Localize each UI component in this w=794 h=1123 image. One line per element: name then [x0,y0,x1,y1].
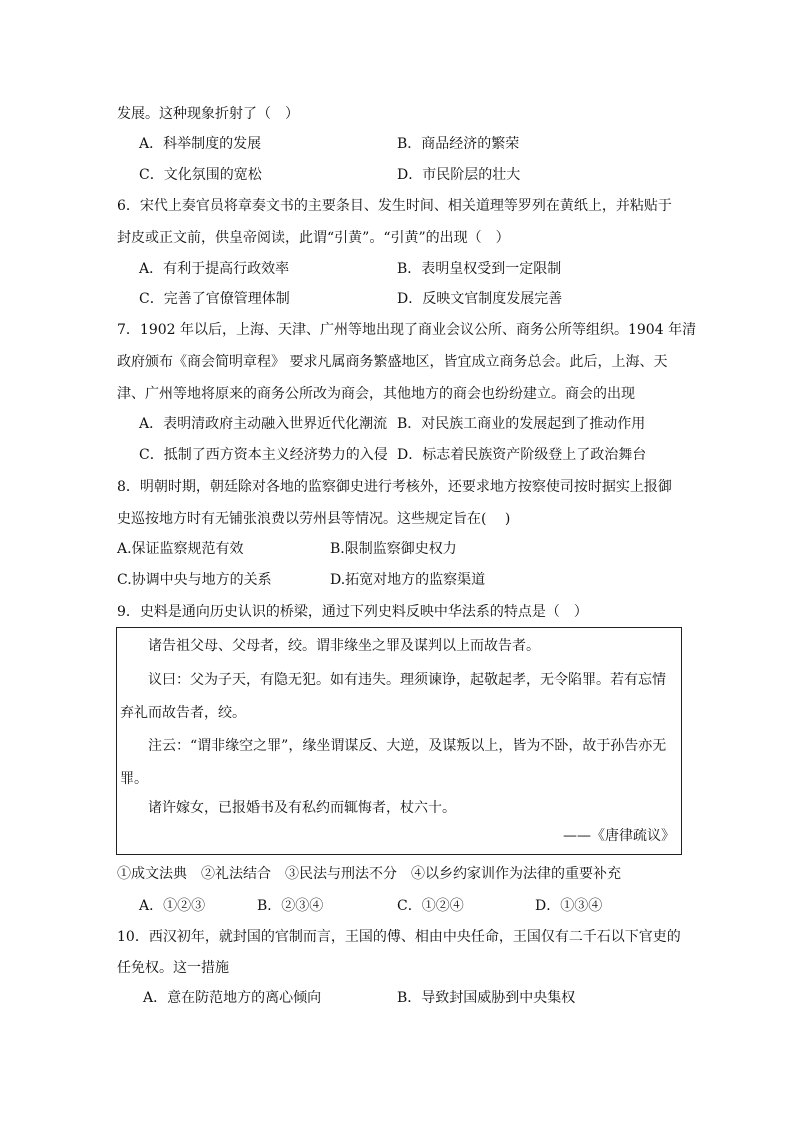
q5-option-a[interactable]: A．科举制度的发展 [139,136,262,152]
quote-line-1: 诸告祖父母、父母者，绞。谓非缘坐之罪及谋判以上而故告者。 [148,638,540,654]
q6-option-a[interactable]: A．有利于提高行政效率 [139,261,290,277]
q8-option-a[interactable]: A.保证监察规范有效 [117,541,244,557]
q9-option-b[interactable]: B．②③④ [257,898,324,914]
q10-stem-line-2: 任免权。这一措施 [117,960,229,976]
q8-option-b[interactable]: B.限制监察御史权力 [330,541,457,557]
q8-stem-line-2: 史巡按地方时有无铺张浪费以劳州县等情况。这些规定旨在( ) [117,511,511,527]
q6-option-d[interactable]: D．反映文官制度发展完善 [397,291,563,307]
q10-option-a[interactable]: A．意在防范地方的离心倾向 [143,990,322,1006]
quote-line-2b: 弃礼而故告者，绞。 [120,705,246,721]
q5-option-b[interactable]: B．商品经济的繁荣 [397,136,520,152]
quote-source: ——《唐律疏议》 [563,828,675,844]
q7-stem-line-2: 政府颁布《商会简明章程》 要求凡属商务繁盛地区，皆宜成立商务总会。此后，上海、天 [117,354,668,370]
q8-option-c[interactable]: C.协调中央与地方的关系 [117,572,272,588]
q7-stem-line-3: 津、广州等地将原来的商务公所改为商会，其他地方的商会也纷纷建立。商会的出现 [117,386,635,402]
q7-stem-line-1: 7．1902 年以后，上海、天津、广州等地出现了商业会议公所、商务公所等组织。1904 年清 [117,322,697,338]
q10-stem-line-1: 10．西汉初年，就封国的官制而言，王国的傅、相由中央任命，王国仅有二千石以下官吏的 [117,929,681,945]
q6-option-c[interactable]: C．完善了官僚管理体制 [139,291,290,307]
quote-line-4: 诸许嫁女，已报婚书及有私约而辄悔者，杖六十。 [148,800,456,816]
quote-line-2a: 议曰：父为子天，有隐无犯。如有违失。理须谏诤，起敬起孝，无令陷罪。若有忘情 [148,672,666,688]
q5-option-c[interactable]: C．文化氛围的宽松 [139,167,262,183]
q6-option-b[interactable]: B．表明皇权受到一定限制 [397,261,562,277]
quote-line-3b: 罪。 [120,771,148,787]
q8-option-d[interactable]: D.拓宽对地方的监察渠道 [330,572,486,588]
q6-stem-line-1: 6．宋代上奏官员将章奏文书的主要条目、发生时间、相关道理等罗列在黄纸上，并粘贴于 [117,198,672,214]
continued-stem-line: 发展。这种现象折射了（ ） [117,106,299,122]
q7-option-d[interactable]: D．标志着民族资产阶级登上了政治舞台 [397,447,647,463]
quote-line-3a: 注云：“谓非缘空之罪”，缘坐谓谋反、大逆，及谋叛以上，皆为不卧，故于孙告亦无 [148,738,667,754]
q7-option-c[interactable]: C．抵制了西方资本主义经济势力的入侵 [139,447,388,463]
q9-option-a[interactable]: A．①②③ [139,898,206,914]
q10-option-b[interactable]: B．导致封国威胁到中央集权 [397,990,576,1006]
q8-stem-line-1: 8．明朝时期，朝廷除对各地的监察御史进行考核外，还要求地方按察使司按时据实上报御 [117,479,672,495]
q9-items: ①成文法典 ②礼法结合 ③民法与刑法不分 ④以乡约家训作为法律的重要补充 [117,866,621,882]
q7-option-a[interactable]: A．表明清政府主动融入世界近代化潮流 [139,416,388,432]
q9-option-c[interactable]: C．①②④ [397,898,464,914]
q6-stem-line-2: 封皮或正文前，供皇帝阅读，此谓“引黄”。“引黄”的出现（ ） [117,230,510,246]
q5-option-d[interactable]: D．市民阶层的壮大 [397,167,521,183]
q9-stem: 9．史料是通向历史认识的桥梁，通过下列史料反映中华法系的特点是（ ） [117,604,588,620]
q9-option-d[interactable]: D．①③④ [535,898,603,914]
q7-option-b[interactable]: B．对民族工商业的发展起到了推动作用 [397,416,646,432]
